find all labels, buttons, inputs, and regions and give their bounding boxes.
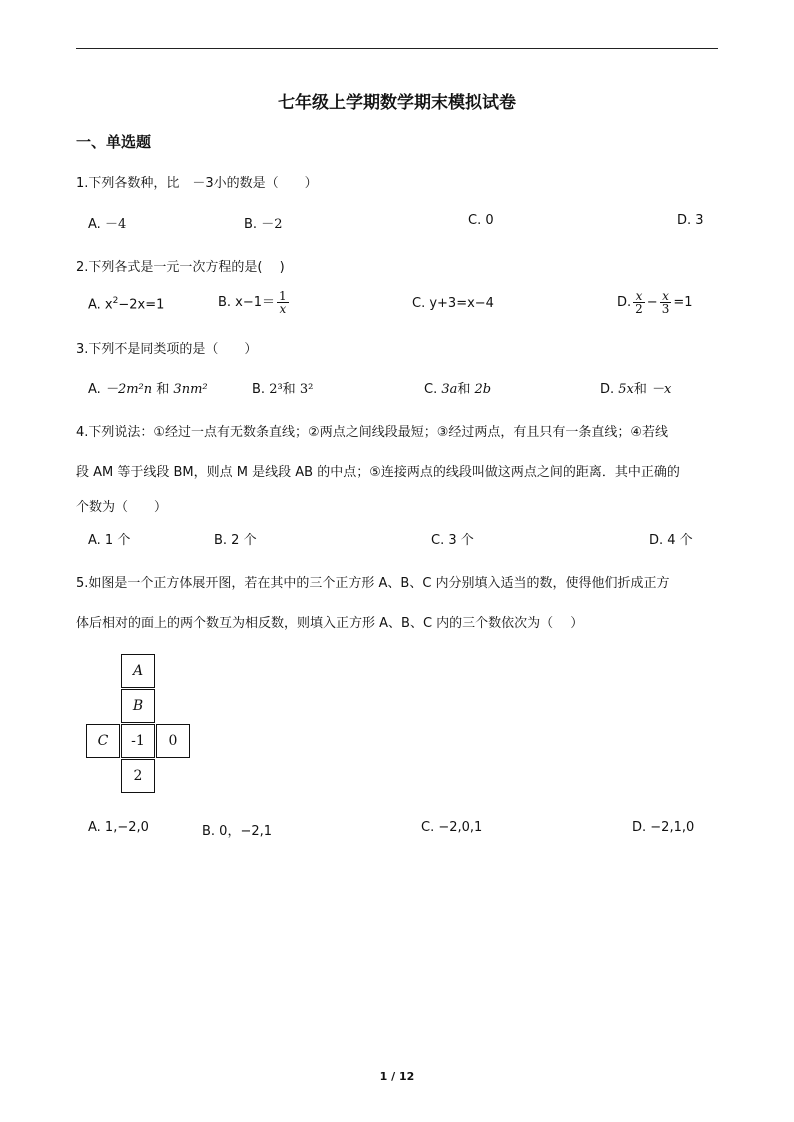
q2-d-den2: 3 [661, 302, 670, 316]
q3-a-math2: 3nm² [173, 382, 208, 397]
q2-b-den: x [279, 302, 287, 316]
q3-b-label: B. [252, 382, 270, 397]
q1-option-a-value: －4 [104, 217, 127, 232]
q2-a-post: −2x=1 [118, 297, 165, 313]
question-4-line-3: 个数为（ ） [76, 500, 168, 515]
q5-option-c: C. −2,0,1 [421, 820, 483, 835]
cube-cell-c: C [86, 724, 120, 758]
q3-d-he: 和 [633, 382, 647, 397]
q5-option-d: D. −2,1,0 [632, 820, 695, 835]
question-4-line-2: 段 AM 等于线段 BM，则点 M 是线段 AB 的中点；⑤连接两点的线段叫做这两点之间的距离．其中正确的 [76, 465, 680, 480]
q4-option-d: D. 4 个 [649, 533, 693, 548]
q2-d-num2: x [660, 290, 672, 303]
q3-c-math2: 2b [474, 382, 492, 397]
question-5-line-2: 体后相对的面上的两个数互为相反数，则填入正方形 A、B、C 内的三个数依次为（ ） [76, 616, 584, 631]
q1-option-b-value: －2 [261, 217, 283, 232]
question-5-line-1: 5.如图是一个正方体展开图，若在其中的三个正方形 A、B、C 内分别填入适当的数，使得他们折成正方 [76, 576, 670, 591]
q2-d-minus: − [646, 295, 658, 310]
q3-option-c [424, 378, 491, 397]
q4-option-c: C. 3 个 [431, 533, 474, 548]
q2-option-a [88, 296, 164, 312]
q3-a-he: 和 [156, 382, 170, 397]
q3-d-math1: 5x [618, 382, 634, 397]
q2-a-sup: 2 [112, 296, 119, 306]
q4-option-b: B. 2 个 [214, 533, 257, 548]
q3-b-math2: 3² [299, 382, 314, 397]
q3-c-label: C. [424, 382, 442, 397]
q2-d-pre: D. [617, 295, 632, 310]
q2-d-den1: 2 [635, 302, 643, 316]
q3-b-he: 和 [282, 382, 296, 397]
q1-option-a-label: A. [88, 217, 105, 232]
q2-b-num: 1 [279, 289, 287, 303]
q5-option-b: B. 0，−2,1 [202, 824, 273, 839]
q1-option-d: D. 3 [677, 213, 704, 228]
q2-b-fraction [277, 290, 289, 315]
q2-b-pre: B. x−1＝ [218, 295, 276, 310]
question-1: 1.下列各数种，比 －3小的数是（ ） [76, 176, 318, 191]
q3-option-d [600, 378, 671, 397]
question-3: 3.下列不是同类项的是（ ） [76, 342, 258, 357]
q3-option-a [88, 378, 208, 397]
header-rule [76, 48, 718, 49]
q5-option-a: A. 1,−2,0 [88, 820, 149, 835]
section-heading: 一、单选题 [76, 133, 152, 151]
q3-d-math2: －x [651, 382, 672, 397]
page-title: 七年级上学期数学期末模拟试卷 [278, 93, 516, 113]
q3-a-math1: －2m²n [104, 382, 153, 397]
cube-cell-a: A [121, 654, 155, 688]
q2-option-d [617, 290, 693, 315]
q2-d-frac2 [660, 290, 672, 315]
cube-cell-b: B [121, 689, 155, 723]
q3-c-he: 和 [457, 382, 471, 397]
q2-option-b [218, 290, 291, 315]
page-number: 1 / 12 [379, 1070, 415, 1083]
cube-cell-zero: 0 [156, 724, 190, 758]
q4-option-a: A. 1 个 [88, 533, 131, 548]
q3-c-math1: 3a [441, 382, 458, 397]
question-4-line-1: 4.下列说法：①经过一点有无数条直线；②两点之间线段最短；③经过两点，有且只有一条直线；④若线 [76, 425, 669, 440]
q3-a-label: A. [88, 382, 105, 397]
cube-cell-two: 2 [121, 759, 155, 793]
q1-option-b [244, 213, 282, 232]
cube-cell-minus-one: -1 [121, 724, 155, 758]
q2-option-c: C. y+3=x−4 [412, 296, 494, 311]
q3-b-math1: 2³ [269, 382, 283, 397]
q1-option-a [88, 213, 126, 232]
question-2: 2.下列各式是一元一次方程的是( ) [76, 260, 285, 275]
q2-d-frac1 [633, 290, 645, 315]
q2-d-num1: x [633, 290, 645, 303]
q1-option-b-label: B. [244, 217, 262, 232]
q2-d-post: =1 [673, 295, 693, 310]
q3-d-label: D. [600, 382, 619, 397]
q2-a-pre: A. x [88, 297, 113, 313]
q3-option-b [252, 378, 313, 397]
q1-option-c: C. 0 [468, 213, 494, 228]
